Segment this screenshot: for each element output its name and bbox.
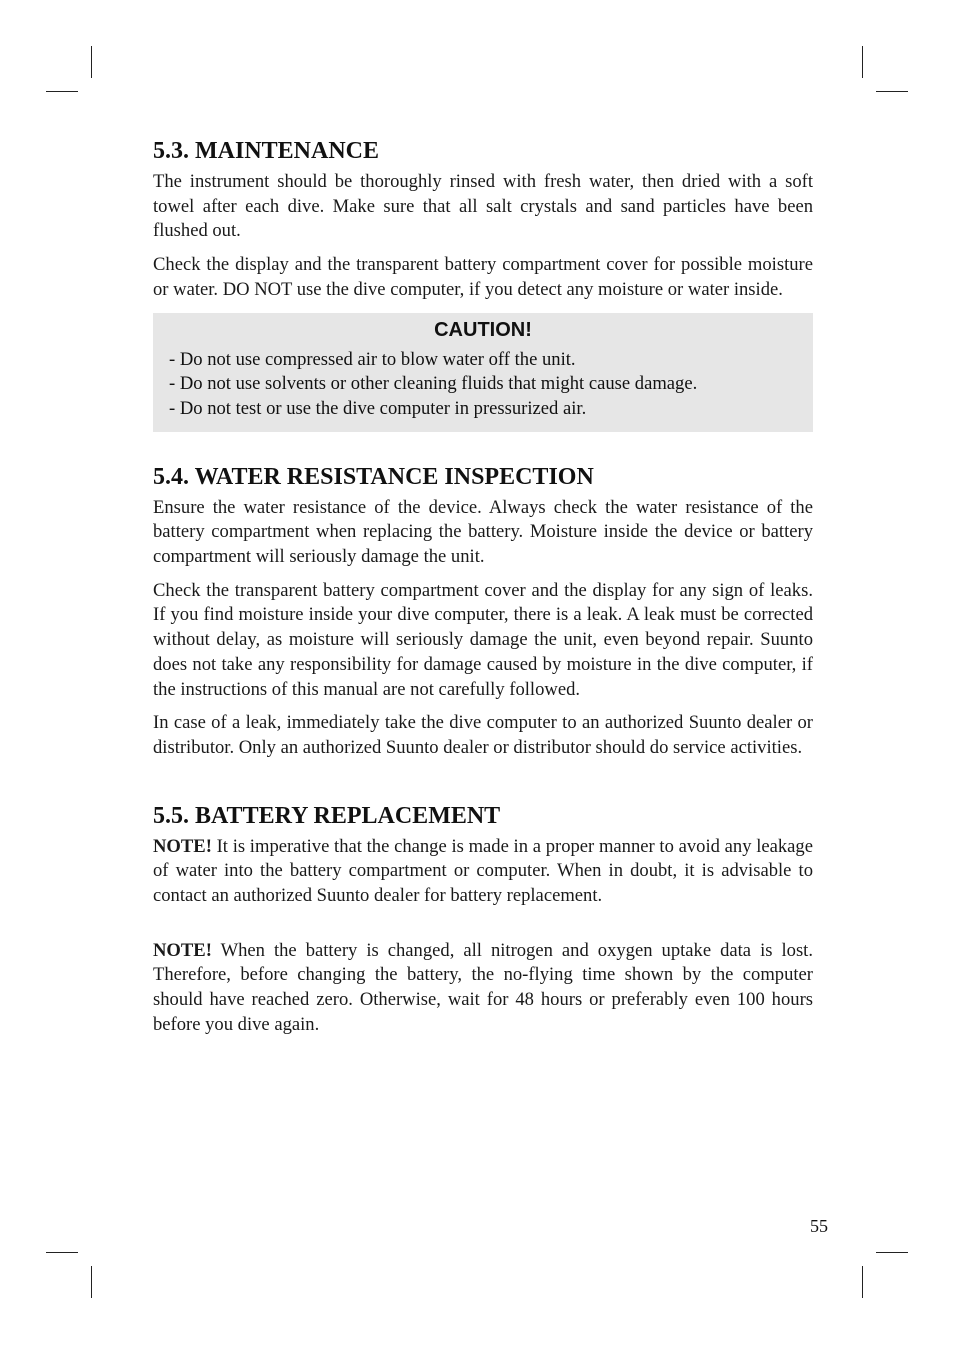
note-text: When the battery is changed, all nitrogen and oxygen uptake data is lost. Therefore, before changing the battery, the no-flying time shown by the computer should have reached zero. Otherwise, wait for 48 hours or preferably even 100 hours before you dive again. <box>153 939 813 1035</box>
note-label: NOTE! <box>153 939 212 961</box>
crop-mark <box>46 1252 78 1253</box>
caution-item: - Do not use solvents or other cleaning fluids that might cause damage. <box>169 373 698 395</box>
paragraph: In case of a leak, immediately take the dive computer to an authorized Suunto dealer or distributor. Only an authorized Suunto dealer or distributor should do service activities. <box>153 712 813 758</box>
page-content <box>153 136 813 1047</box>
crop-mark <box>862 1266 863 1298</box>
section-heading: 5.5. BATTERY REPLACEMENT <box>153 802 501 829</box>
crop-mark <box>91 46 92 78</box>
paragraph: Ensure the water resistance of the device. Always check the water resistance of the battery compartment when replacing the battery. Moisture inside the device or battery compartment will seriously damage the unit. <box>153 496 813 568</box>
caution-box <box>153 313 813 432</box>
paragraph: Check the transparent battery compartment cover and the display for any sign of leaks. If you find moisture inside your dive computer, there is a leak. A leak must be corrected without delay, as moisture will seriously damage the unit, even beyond repair. Suunto does not take any responsibility for damage caused by moisture in the dive computer, if the instructions of this manual are not carefully followed. <box>153 579 813 700</box>
note-paragraph <box>153 939 813 1038</box>
caution-title: CAUTION! <box>434 318 532 341</box>
page-number: 55 <box>810 1216 828 1236</box>
crop-mark <box>46 91 78 92</box>
note-paragraph <box>153 835 813 909</box>
section-water-resistance <box>153 462 813 761</box>
section-heading: 5.4. WATER RESISTANCE INSPECTION <box>153 463 594 490</box>
caution-item: - Do not test or use the dive computer in pressurized air. <box>169 397 587 419</box>
crop-mark <box>876 91 908 92</box>
crop-mark <box>91 1266 92 1298</box>
note-text: It is imperative that the change is made in a proper manner to avoid any leakage of water into the battery compartment or computer. When in doubt, it is advisable to contact an authorized Suunto dealer for battery replacement. <box>153 835 813 907</box>
paragraph: The instrument should be thoroughly rinsed with fresh water, then dried with a soft towel after each dive. Make sure that all salt crystals and sand particles have been flushed out. <box>153 171 813 242</box>
crop-mark <box>876 1252 908 1253</box>
crop-mark <box>862 46 863 78</box>
section-heading: 5.3. MAINTENANCE <box>153 138 380 164</box>
note-label: NOTE! <box>153 835 212 857</box>
section-battery-replacement <box>153 801 813 1038</box>
paragraph: Check the display and the transparent battery compartment cover for possible moisture or water. DO NOT use the dive computer, if you detect any moisture or water inside. <box>153 254 813 300</box>
caution-item: - Do not use compressed air to blow water off the unit. <box>169 348 576 370</box>
section-maintenance <box>153 136 813 432</box>
